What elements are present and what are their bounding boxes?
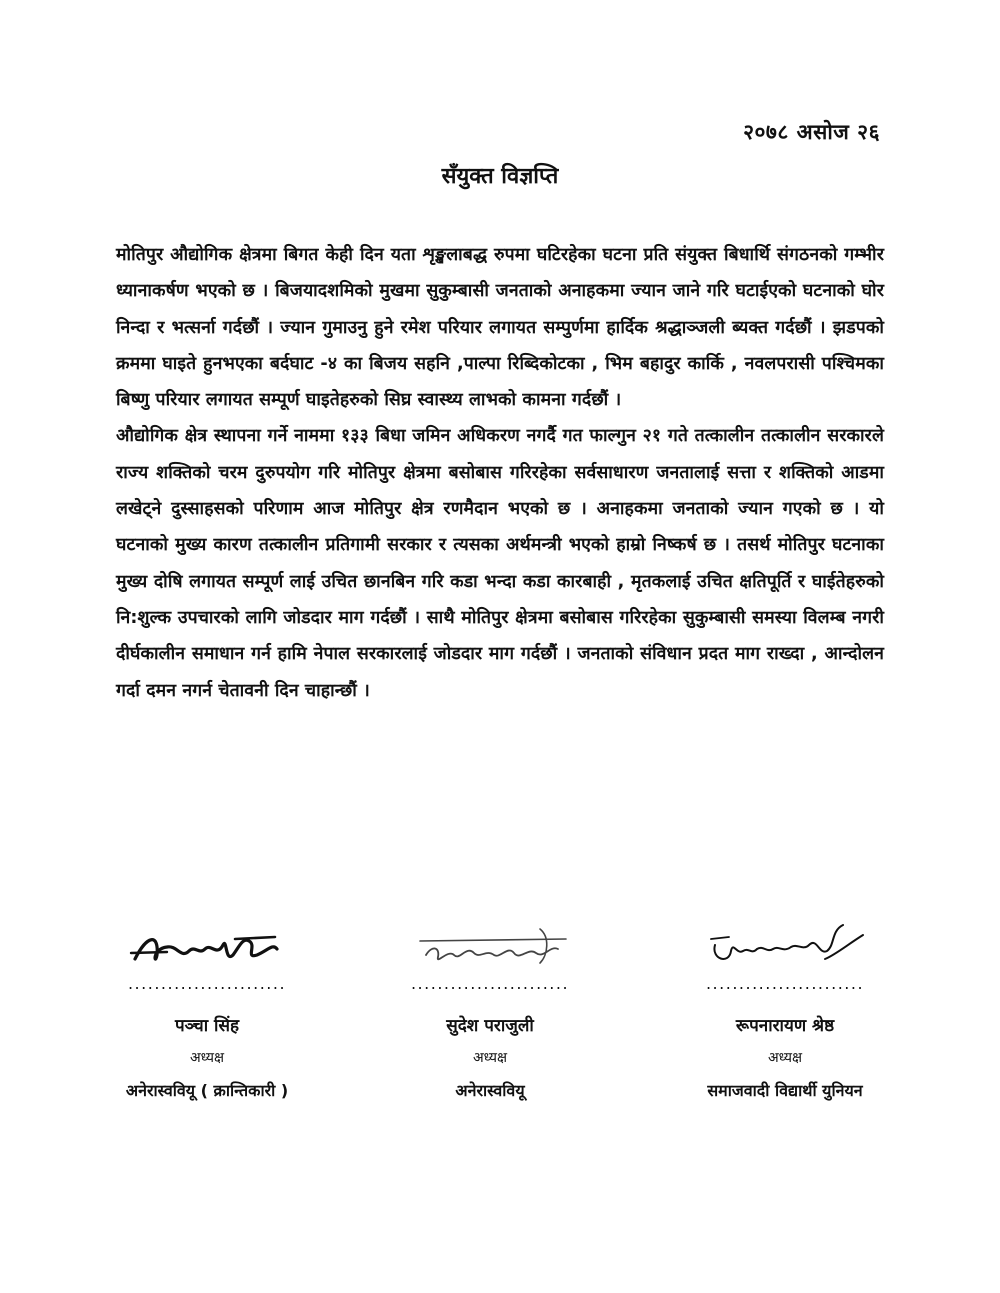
signatory-name: सुदेश पराजुली: [446, 1016, 534, 1036]
paragraph-1: मोतिपुर औद्योगिक क्षेत्रमा बिगत केही दिन यता शृङ्खलाबद्ध रुपमा घटिरहेका घटना प्रति संयुक्त बिधार्थि संगठनको गम्भीर ध्यानाकर्षण भएको छ । बिजयादशमिको मुखमा सुकुम्बासी जनताको अनाहकमा ज्यान जाने गरि घटाईएको घटनाको घोर निन्दा र भत्सर्ना गर्दछौं । ज्यान गुमाउनु हुने रमेश परियार लगायत सम्पुर्णमा हार्दिक श्रद्धाञ्जली ब्यक्त गर्दछौं । झडपको क्रममा घाइते हुनभएका बर्दघाट -४ का बिजय सहनि ,पाल्पा रिब्दिकोटका , भिम बहादुर कार्कि , नवलपरासी पश्चिमका बिष्णु परियार लगायत सम्पूर्ण घाइतेहरुको सिघ्र स्वास्थ्य लाभको कामना गर्दछौं ।: [116, 245, 884, 411]
notice-title: सँयुक्त विज्ञप्ति: [441, 164, 559, 189]
notice-body: [116, 237, 884, 709]
signature-line: ........................: [705, 974, 865, 993]
signature-1-icon: [107, 915, 307, 975]
paragraph-2: औद्योगिक क्षेत्र स्थापना गर्ने नाममा १३३ बिधा जमिन अधिकरण नगर्दै गत फाल्गुन २१ गते तत्कालीन तत्कालीन सरकारले राज्य शक्तिको चरम दुरुपयोग गरि मोतिपुर क्षेत्रमा बसोबास गरिरहेका सर्वसाधारण जनतालाई सत्ता र शक्तिको आडमा लखेट्ने दुस्साहसको परिणाम आज मोतिपुर क्षेत्र रणमैदान भएको छ । अनाहकमा जनताको ज्यान गएको छ । यो घटनाको मुख्य कारण तत्कालीन प्रतिगामी सरकार र त्यसका अर्थमन्त्री भएको हाम्रो निष्कर्ष छ । तसर्थ मोतिपुर घटनाका मुख्य दोषि लगायत सम्पूर्ण लाई उचित छानबिन गरि कडा भन्दा कडा कारबाही , मृतकलाई उचित क्षतिपूर्ति र घाईतेहरुको नि:शुल्क उपचारको लागि जोडदार माग गर्दछौं । साथै मोतिपुर क्षेत्रमा बसोबास गरिरहेका सुकुम्बासी समस्या विलम्ब नगरी दीर्घकालीन समाधान गर्न हामि नेपाल सरकारलाई जोडदार माग गर्दछौं । जनताको संविधान प्रदत माग राख्दा , आन्दोलन गर्दा दमन नगर्न चेतावनी दिन चाहान्छौं ।: [116, 426, 884, 701]
signature-line: ........................: [127, 974, 287, 993]
notice-date: २०७८ असोज २६: [743, 120, 880, 144]
signatory-1: [92, 915, 322, 1101]
signatory-role: अध्यक्ष: [189, 1050, 225, 1066]
signatory-org: अनेरास्ववियू: [455, 1081, 525, 1100]
signatory-org: समाजवादी विद्यार्थी युनियन: [707, 1081, 863, 1100]
signatory-role: अध्यक्ष: [472, 1050, 508, 1066]
signature-2-icon: [390, 915, 590, 975]
signatory-org: अनेरास्ववियू ( क्रान्तिकारी ): [125, 1081, 289, 1100]
signature-3-icon: [685, 915, 885, 975]
signatory-role: अध्यक्ष: [767, 1050, 803, 1066]
signatory-name: रूपनारायण श्रेष्ठ: [735, 1016, 835, 1036]
signatory-3: [670, 915, 900, 1101]
signature-line: ........................: [410, 974, 570, 993]
signatory-name: पञ्चा सिंह: [175, 1016, 239, 1036]
signatory-2: [375, 915, 605, 1101]
